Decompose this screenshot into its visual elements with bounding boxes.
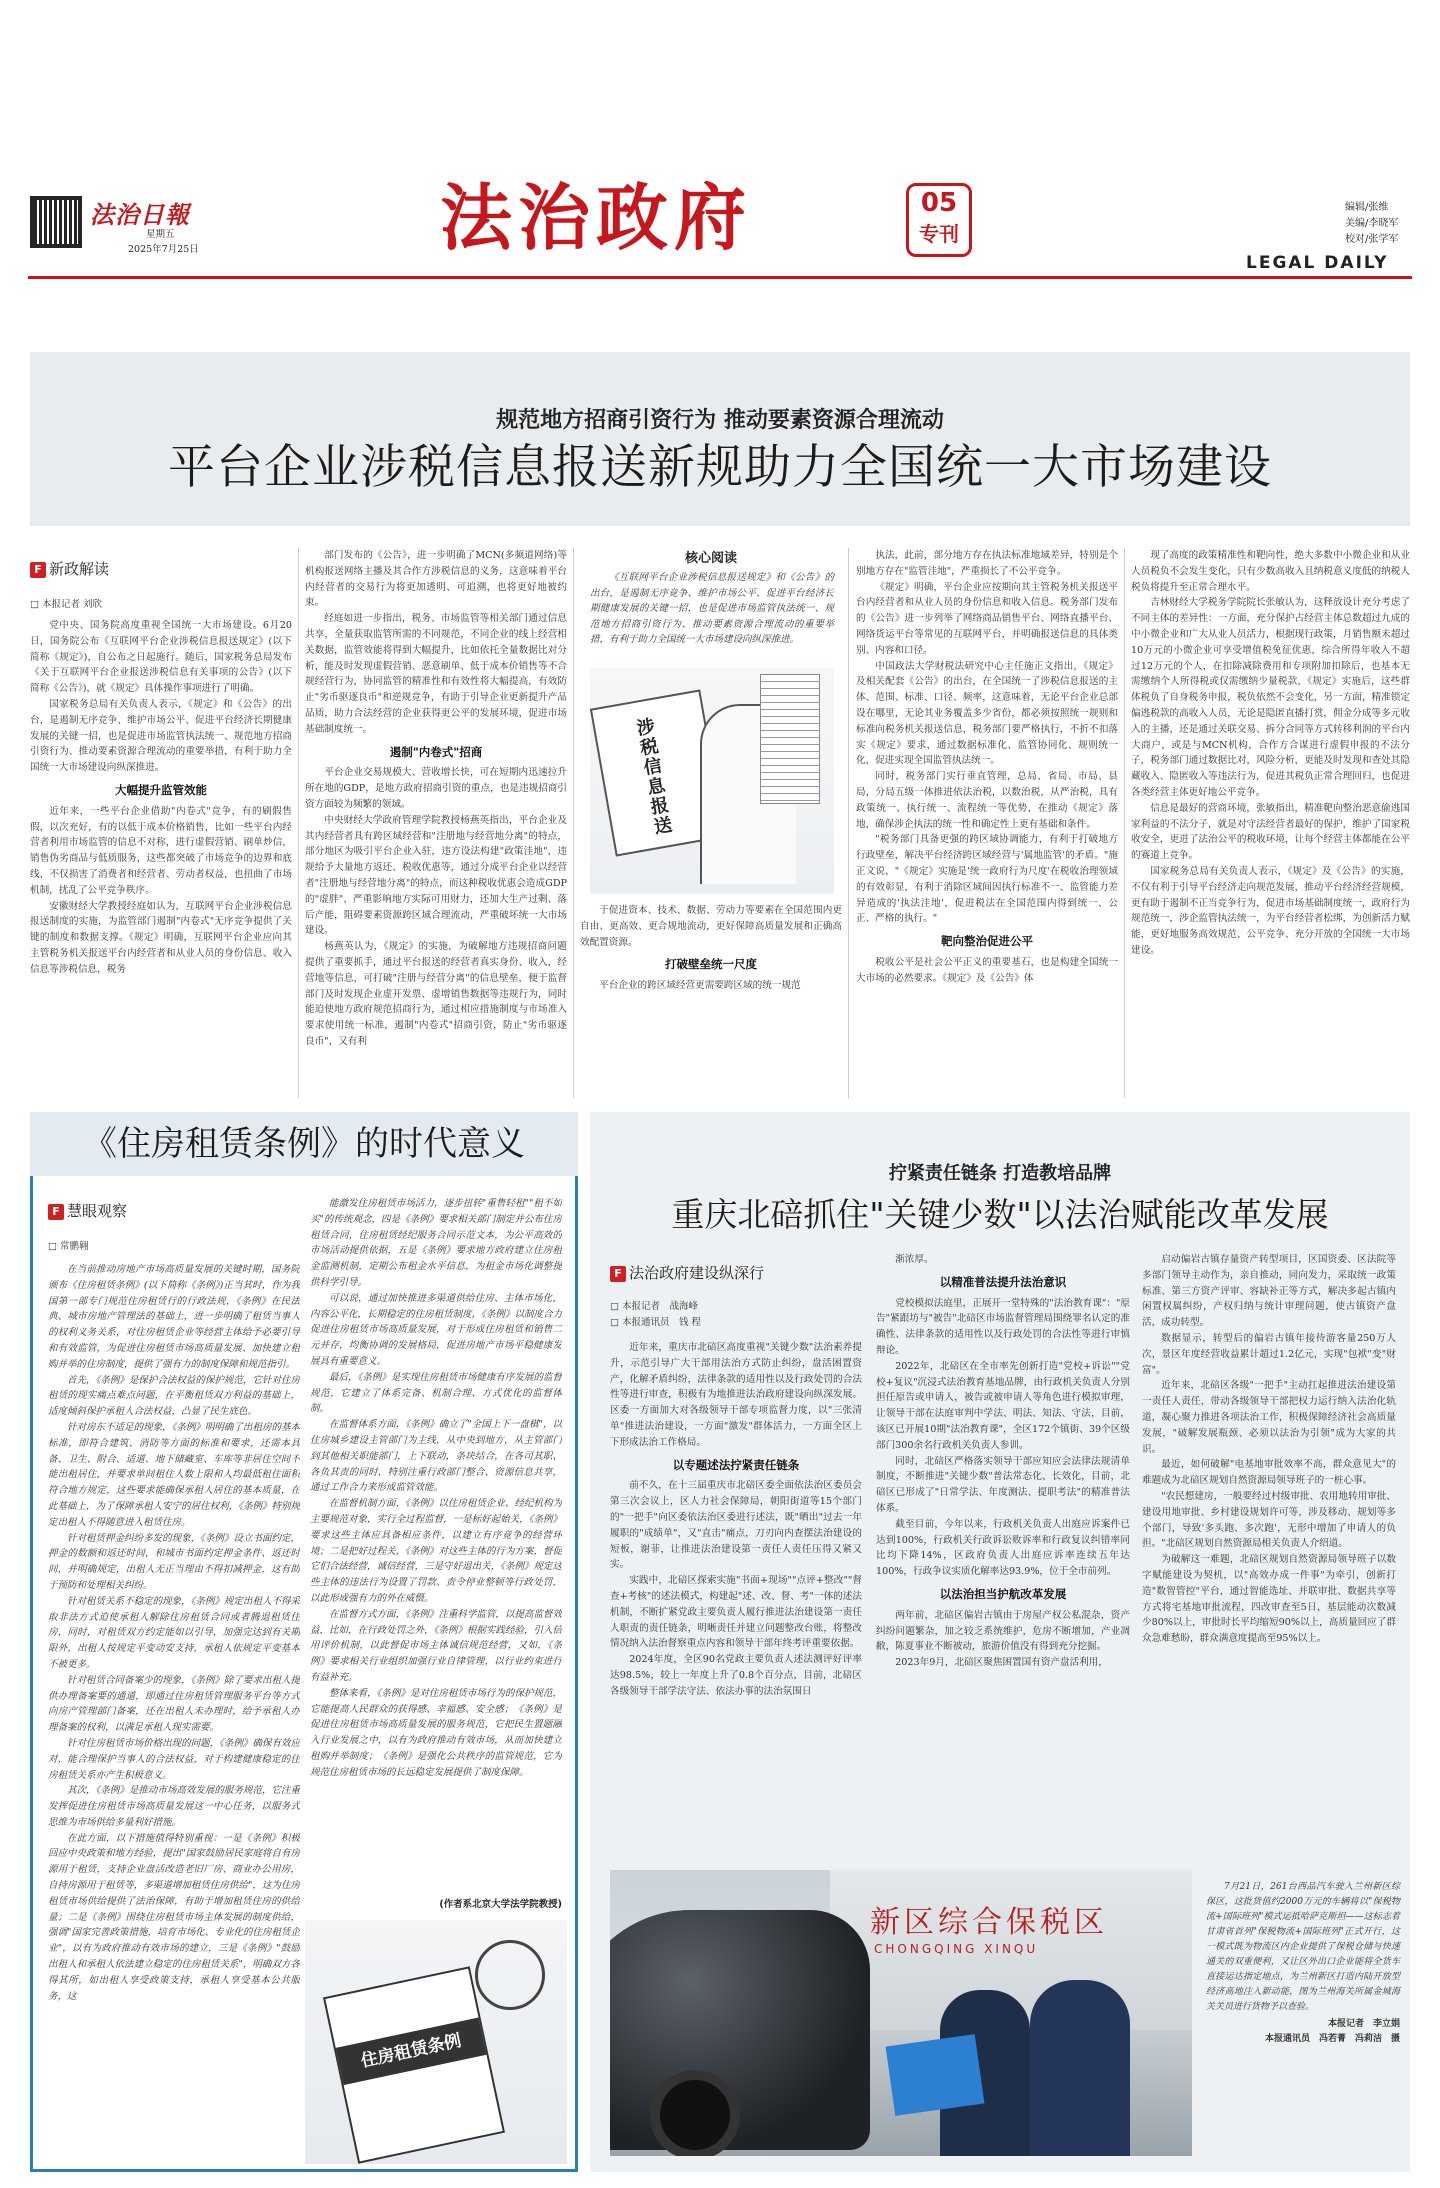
paragraph: 党中央、国务院高度重视全国统一大市场建设。6月20日，国务院公布《互联网平台企业涉税信息报送规定》(以下简称《规定》)，自公布之日起施行。随后，国家税务总局发布《关于互联网平台企业报送涉税信息有关事项的公告》(以下简称《公告》)，就《规定》具体操作事项进行了明确。 [30,620,292,695]
chongqing-column-3 [1142,1252,1396,1850]
chongqing-column-tag [610,1262,764,1285]
paragraph: 中央财经大学政府管理学院教授杨燕英指出，平台企业及其内经营者具有跨区域经营和"注册地与经营地分离"的特点，部分地区为吸引平台企业入驻，违方设法构建"政策洼地"，违规给予大量地方返还、税收优惠等，通过分成平台企业以经营者"注册地与经营地分离"的特点，而这种税收优惠会造成GDP的"虚胖"、严重影响地方实际可用财力，还加大生产过剩、落后产能，阻碍要素资源跨区域合理流动，严重破坏统一大市场建设。 [305,814,567,937]
paragraph: 信息是最好的营商环境，张敏指出，精准靶向整治恶意偷逃国家利益的不法分子，就是对守法经营者最好的保护，维护了国家税收安全，更进了法治公平的税收环境，让每个经营主体都能在公平的赛道上竞争。 [1131,802,1410,862]
qr-code [30,196,82,248]
page-label: 专刊 [919,222,959,246]
caption-credit-2: 本报通讯员 冯若菁 冯莉洁 摄 [1264,2034,1400,2044]
lead-column-4 [856,548,1118,1098]
divider [573,548,574,1098]
core-reading-title: 核心阅读 [684,551,737,566]
lead-column-2 [305,548,567,1098]
keys-illustration [475,1940,545,2010]
paragraph: 能激发住房租赁市场活力，逐步扭转"重售轻租""租不如买"的传统观念，四是《条例》要求相关部门制定并公布住房租赁合同，住房租赁经纪服务合同示范文本，为公平高效的市场活动提供依据，五是《条例》要求地方政府建立住房租金监测机制，定期公布租金水平信息，为租金市场化调整提供科学引导。 [310,1198,562,1288]
officer-2 [1030,1980,1130,2156]
paragraph: 中国政法大学财税法研究中心主任施正文指出，《规定》及相关配套《公告》的出台，在全国统一了涉税信息报送的主体、范围、标准、口径、频率，这意味着，无论平台企业总部设在哪里，无论其业务覆盖多少省份，都必须按照统一规则和标准向税务机关报送信息，税务部门要严格执行，不折不扣落实《规定》要求，通过数据标准化、监管协同化、规则统一化，促进实现全国监管执法统一。 [856,660,1118,767]
divider [848,548,849,1098]
rental-column-name: 慧眼观察 [67,1202,128,1220]
photo-sign-english: CHONGQING XINQU [874,1942,1039,1956]
paragraph: 2024年度，全区90名党政主要负责人述法测评好评率达98.5%，较上一年度上升了0.8个百分点，目前，北碚区各级领导干部学法守法、依法办事的法治氛围日 [610,1654,862,1697]
tag-icon: F [48,1204,64,1220]
paragraph: 2023年9月，北碚区聚焦困置国有资产盘活利用， [895,1657,1108,1669]
paragraph: 在监督体系方面，《条例》确立了"全国上下一盘棋"，以住房城乡建设主管部门为主线，从中央到地方，从主管部门到其他相关职能部门，上下联动，条块结合，在各司其职、各负其责的同时，特别注重行政部门整合、资源信息共享，通过工作合力来形成监管效能。 [310,1419,562,1494]
lead-kicker: 规范地方招商引资行为 推动要素资源合理流动 [496,408,944,433]
chongqing-byline-1: □ 本报记者 战海峰 [610,1301,698,1312]
subheading: 以法治担当护航改革发展 [939,1586,1067,1601]
lead-column-3 [580,903,842,1098]
booklet-label: 住房租赁条例 [336,2018,487,2086]
chongqing-column-name: 法治政府建设纵深行 [629,1264,765,1282]
photo-sign: 新区综合保税区 [870,1905,1108,1940]
page-number-badge [906,183,972,257]
paragraph: 《规定》明确，平台企业应按期向其主管税务机关报送平台内经营者和从业人员的身份信息和收入信息。税务部门发布的《公告》进一步列举了网络商品销售平台、网络直播平台、网络货运平台等常见的互联网平台，并明确报送信息的具体类别、内容和口径。 [856,581,1118,656]
paragraph: 启动偏岩古镇存量资产转型项目，区国资委、区法院等多部门领导主动作为，亲自推动，同向发力，采取统一政策标准、第三方资产评审、容缺补正等方式，解决多起古镇内闲置权属纠纷，产权归纳与统计审理问题，使古镇资产盘活，成功转型。 [1142,1254,1396,1329]
car-illustration [610,1910,870,2150]
paragraph: 其次，《条例》是推动市场高效发展的服务规范，它注重发挥促进住房租赁市场高质量发展这一中心任务，以服务式思维为市场供给多量利好措施。 [48,1785,300,1828]
proofreader-credit: 校对/张学军 [1345,234,1399,245]
paragraph: 部门发布的《公告》，进一步明确了MCN(多频道网络)等机构报送网络主播及其合作方涉税信息的义务，这意味着平台内经营者的交易行为将更加透明、可追溯，也将更好地被约束。 [305,550,567,609]
lead-column-tag [30,558,109,581]
subheading: 打破壁垒统一尺度 [665,957,757,972]
chongqing-column-2 [876,1252,1130,1850]
subheading: 以专题述法拧紧责任链条 [672,1457,800,1472]
paragraph: 国家税务总局有关负责人表示，《规定》和《公告》的出台，是遏制无序竞争、维护市场公平、促进平台经济长期健康发展的关键一招，也是促进市场监管执法统一、规范地方招商引资行为、推动要素资源合理流动的重要举措，有利于助力全国统一大市场建设向纵深推进。 [30,698,292,774]
paragraph: 党校模拟法庭里，正展开一堂特殊的"法治教育课"："原告"紧跟坊与"被告"北碚区市场监督管理局围绕罪名认定的准确性、法律条款的适用性以及行政处罚的合法性等进行审慎辩论。 [876,1297,1130,1356]
issue-date: 2025年7月25日 [128,244,199,255]
paragraph: 同时，北碚区严格落实领导干部应知应会法律法规清单制度，不断推进"关键少数"普法常态化、长效化，目前，北碚区已形成了"日常学法、年度测法、提职考法"的精准普法体系。 [876,1455,1130,1514]
caption-text: 7月21日，261台西品汽车驶入兰州新区综保区，这批货值约2000万元的车辆将以"保税物流+国际班列"模式运抵哈萨克斯坦——这标志着甘肃省首列"保税物流+国际班列"正式开行，这一模式既为物流区内企业提供了保税仓储与快速通关的双重便利，又让区外出口企业能将全货车直接运达指定地点，为兰州新区打造内陆开放型经济高地注入新动能，图为兰州海关所属金城海关关员进行货物予以查验。 [1206,1882,1400,2012]
paragraph: 杨燕英认为，《规定》的实施，为破解地方违规招商问题提供了重要抓手，通过平台报送的经营者真实身份、收入，经营地等信息，可打破"注册与经营分离"的信息壁垒，便于监督部门及时发现企业虚开发票、虚增销售数据等违规行为，同时能迫使地方政府规范招商行为，通过相应措施制度与市场准入要求使用统一标准，遏制"内卷式"招商引资，防止"劣币驱逐良币"，又有利 [305,941,567,1047]
paragraph: 2022年，北碚区在全市率先创新打造"党校+诉讼""党校+复议"沉浸式法治教育基地品牌，由行政机关负责人分别担任原告或申请人，被告或被申请人等角色进行模拟审理，让领导干部在法庭审判中学法、明法、知法、守法，目前，该区已开展10期"法治教育课"，全区172个镇街、39个区级部门300余名行政机关负责人参训。 [876,1360,1130,1451]
rental-column-1 [48,1262,300,2162]
section-title: 法治政府 [440,176,753,260]
paragraph: 针对租赁关系不稳定的现象，《条例》规定出租人不得采取非法方式迫使承租人解除住房租赁合同或者腾退租赁住房，同时，对租赁双方约定能如以引导，加强完达到有关期限外，出租人按规定平变动安支持，承租人依规定平变基本不被更多。 [48,1595,300,1670]
paragraph: 数据显示，转型后的偏岩古镇年接待游客量250万人次，景区年度经营收益累计超过1.2亿元，实现"包袱"变"财富"。 [1142,1332,1396,1376]
masthead-rule [28,276,1412,279]
editor-credit: 编辑/张维 [1345,202,1389,213]
divider [298,548,299,1098]
paragraph: 截至目前，今年以来，行政机关负责人出庭应诉案件已达到100%，行政机关行政诉讼败诉率和行政复议纠错率同比均下降14%，区政府负责人出庭应诉率连续五年达100%，行政争议实质化解率达93.9%，位于全市前列。 [876,1518,1130,1578]
paragraph: 针对租赁合同备案少的现象，《条例》除了要求出租人提供办理备案要的通道，即通过住房租赁管理服务平台等方式向房产管理部门备案，还在出租人未办理时，给予承租人办理备案的权利，以满足承租人现实需要。 [48,1674,300,1734]
paragraph: "税务部门具备更强的跨区域协调能力，有利于打破地方行政壁垒，解决平台经济跨区域经营与'属地监管'的矛盾。"施正文说，"《规定》实施是'统一政府行为尺度'在税收治理领域的有效彰显，有利于消除区域间因执行标准不一、监管能力差异造成的'执法洼地'，促进税法在全国范围内得到统一、公正、严格的执行。" [856,834,1118,925]
document-folder [886,2034,985,2116]
paragraph: 整体来看，《条例》是对住房租赁市场行为的保护规范，它能提高人民群众的获得感、幸福感、安全感；《条例》是促进住房租赁市场高质量发展的服务规范，它把民生置题融入行业发展之中，以有为政府推动有效市场，从而加快建立租购并举制度；《条例》是强化公共秩序的监管规范，它为规范住房租赁市场的长远稳定发展提供了制度保障。 [310,1687,562,1778]
paragraph: 近年来，重庆市北碚区高度重视"关键少数"法治素养提升，示范引导广大干部用法治方式防止纠纷，盘活困置资产，化解矛盾纠纷，法律条款的适用性以及行政处罚的合法性等进行审查，积极有为地推进法治政府建设向纵深发展。区委一方面加大对各级领导干部专项监督力度，以"三张清单"推进法治建设，一方面"激发"群体活力，一方面全区上下形成法治工作格局。 [610,1342,862,1448]
paragraph: 近年来，北碚区各级"一把手"主动扛起推进法治建设第一责任人责任，带动各级领导干部把权力运行纳入法治化轨道，凝心聚力推进各项法治工作，积极保障经济社会高质量发展，"破解发展瓶颈、必须以法治为引领"成为大家的共识。 [1142,1380,1396,1455]
core-reading-text: 《互联网平台企业涉税信息报送规定》和《公告》的出台，是遏制无序竞争、维护市场公平、促进平台经济长期健康发展的关键一招，也是促进市场监管执法统一、规范地方招商引资行为、推动要素资源合理流动的重要举措，有利于助力全国统一大市场建设向纵深推进。 [590,572,834,645]
booklet-illustration [323,1966,505,2163]
rental-illustration [305,1920,567,2164]
divider [1124,548,1125,1098]
weekday: 星期五 [146,229,175,240]
lead-byline: □ 本报记者 刘欣 [30,599,103,610]
paragraph: 在监督机制方面，《条例》以住房租赁企业、经纪机构为主要规范对象，实行全过程监督，一是标好起始关，《条例》要求这些主体应具备相应条件，以建立有序竞争的经营环境；二是把好过程关，《条例》对这些主体的行为方案，督促它们合法经营，诚信经营，三是守好退出关，《条例》规定这些主体的违法行为设置了罚款、责令停业整顿等行政处罚，以此形成强有力的外在威慑。 [310,1498,562,1604]
paragraph: 现了高度的政策精准性和靶向性，绝大多数中小微企业和从业人员税负不会发生变化，只有少数高收入且纳税意义度低的纳税人税负将提升至正常合理水平。 [1131,550,1410,593]
paragraph: 渐浓厚。 [895,1254,934,1265]
paragraph: 安徽财经大学教授经庭如认为，互联网平台企业涉税信息报送制度的实施，为监管部门遏制"内卷式"无序竞争提供了关键的制度和数据支撑。《规定》明确，互联网平台企业应向其主管税务机关报送平台内经营者和从业人员的身份信息、收入信息等涉税信息，税务 [30,900,292,975]
paragraph: 针对租赁押金纠纷多发的现象，《条例》设立书面约定，押金的数额和返还时间，和城市书面约定押金条件、返还时间，并明确规定，出租人无正当理由不得扣减押金，这有助于预防和处理相关纠纷。 [48,1532,300,1591]
subheading: 遏制"内卷式"招商 [389,744,483,759]
chongqing-byline-2: □ 本报通讯员 钱 程 [610,1317,702,1328]
lead-column-1 [30,618,292,1098]
caption-credit-1: 本报记者 李立娟 [1327,2019,1400,2029]
paragraph: 吉林财经大学税务学院院长张敏认为，这释放设计充分考虑了不同主体的差异性：一方面，充分保护占经营主体总数超过九成的中小微企业和广大从业人员活力，根据现行政策，月销售额未超过10万元的小微企业可享受增值税免征优惠，综合所得年收入不超过12万元的个人，在扣除减除费用和专项附加扣除后，也基本无需缴纳个人所得税或仅需缴纳少量税款，《规定》实施后，这些群体税负了自身税务申报，税负依然不会变化，另一方面，精准锁定偏逃税款的高收入人员，无论是隐匿直播打赏，佣金分成等多元收入的主播，还是通过关联交易、拆分合同等方式转移利润的平台内大商户，或是与MCN机构，合作方合谋进行虚假申报的不法分子，税务部门通过数据比对，风险分析，更能及时发现和查处其隐藏收入、隐匿收入等违法行为，促进其税负正常合理回归，也促进各类经营主体更好地公平竞争。 [1131,597,1410,798]
lead-headline: 平台企业涉税信息报送新规助力全国统一大市场建设 [168,440,1272,495]
rental-column-tag [48,1200,127,1223]
lead-column-5 [1131,548,1410,1098]
chongqing-column-1 [610,1340,862,1850]
rental-title: 《住房租赁条例》的时代意义 [83,1124,525,1164]
chongqing-kicker: 拧紧责任链条 打造教培品牌 [888,1163,1112,1184]
paragraph: 可以说，通过加快推进多渠道供给住房、主体市场化，内容公平化，长期稳定的住房租赁制度，《条例》以制度合力促进住房租赁市场高质量发展，对于形成住房租赁和销售二元并存，均衡协调的发展格局，促进房地产市场平稳健康发展具有重要意义。 [310,1292,562,1367]
chongqing-headline: 重庆北碚抓住"关键少数"以法治赋能改革发展 [671,1195,1329,1234]
paragraph: 税收公平是社会公平正义的重要基石，也是构建全国统一大市场的必然要求。《规定》及《公告》体 [856,956,1118,984]
paragraph: 近年来，一些平台企业借助"内卷式"竞争，有的刷假售假，以次充好，有的以低于成本价格销售，比如一些平台内经营者利用市场监管的信息不对称，进行虚假营销、刷单炒信，销售伪劣商品与低质服务，这些都突破了市场竞争的边界和底线，不仅损害了消费者和经营者、劳动者权益，也扭曲了市场机制，扰乱了公平竞争秩序。 [30,805,292,896]
paragraph: "农民想建房，一般要经过村级审批、农用地转用审批、建设用地审批、乡村建设规划许可等，涉及移动、规划等多个部门，导致'多头跑、多次跑'，无形中增加了申请人的负担。"北碚区规划自然资源局相关负责人介绍道。 [1142,1490,1396,1550]
paragraph: 在监督方式方面，《条例》注重科学监管，以提高监督效益，比如，在行政处罚之外，《条例》根据实践经验，引入信用评价机制，以此督促市场主体诚信规范经营，又如，《条例》要求相关行业组织加强行业自律管理，以行业约束进行有益补充。 [310,1608,562,1683]
subheading: 以精准普法提升法治意识 [939,1274,1067,1289]
lead-banner [30,352,1410,526]
news-photo [610,1870,1192,2156]
photo-caption [1206,1880,1400,2047]
rental-byline: □ 常鹏翱 [48,1241,89,1252]
paragraph: 同时，税务部门实行垂直管理，总局、省局、市局、县局，分局五级一体推进依法治税，以数治税，从严治税，具有政策统一、执行统一、流程统一等优势，在推动《规定》落地，确保涉企执法的统一性和确定性上更有基础和条件。 [856,771,1118,830]
paper-logo: 法治日報 [90,200,190,229]
tag-icon: F [30,562,46,578]
paragraph: 为破解这一难题，北碚区规划自然资源局领导班子以数字赋能建设为契机，以"高效办成一件事"为牵引，创新打造"数智管控"平台，通过智能选址、并联审批、数据共享等方式将宅基地审批流程，四改审查至5日，基层能动次数减少80%以上，审批时长平均缩短90%以上，高质量回应了群众急难愁盼，群众满意度提高至95%以上。 [1142,1554,1396,1645]
lead-column-name: 新政解读 [49,560,110,578]
rental-title-band [30,1112,578,1176]
paragraph: 平台企业的跨区域经营更需要跨区域的统一规范 [599,980,801,992]
illustration [590,668,834,894]
paragraph: 平台企业交易规模大、营收增长快，可在短期内迅速拉升所在地的GDP，是地方政府招商引资的重点，也是违规招商引资方面较为频繁的领域。 [305,767,567,810]
rental-author-note: (作者系北京大学法学院教授) [439,1899,562,1910]
paragraph: 首先，《条例》是保护合法权益的保护规范，它针对住房租赁的现实痛点难点问题，在平衡租赁双方利益的基础上，适度倾斜保护承租人合法权益，凸显了民生底色。 [48,1374,300,1418]
paragraph: 于促进资本、技术、数据、劳动力等要素在全国范围内更自由、更高效、更合规地流动，更好保障高质量发展和正确高效配置资源。 [580,905,842,948]
paragraph: 前不久，在十三届重庆市北碚区委全面依法治区委员会第三次会议上，区人力社会保障局，朝阳街道等15个部门的"一把手"向区委依法治区委进行述法，既"晒出"过去一年履职的"成绩单"，又"直击"痛点，刀刃向内查摆法治建设的短板，谢菲，让推进法治建设第一责任人责任压得又紧又实。 [610,1480,862,1571]
paragraph: 针对房东不适足的现象，《条例》明明确了出租房的基本标准，即符合建筑、消防等方面的标准和要求，还需本具备、卫生、附合、适道、地下储藏室、车库等非居住空间不能出租居住，并要求单间租住人数上限和人均最低租住面积符合地方规定，这些要求能确保承租人居住的基本质量，在此基础上，为了保障承租人安宁的居住权利，《条例》特别规定出租人不得随意进入租赁住房。 [48,1421,300,1528]
paragraph: 最近，如何破解"电基地审批效率不高，群众意见大"的难题成为北碚区规划自然资源局领导班子的一桩心事。 [1142,1459,1396,1487]
paragraph: 最后，《条例》是实现住房租赁市场健康有序发展的监督规范，它建立了体系完备、机制合理、方式优化的监督体制。 [310,1371,562,1415]
designer-credit: 美编/李晓军 [1345,218,1399,229]
paragraph: 针对住房租赁市场价格出现的问题，《条例》确保有效应对，能合理保护当事人的合法权益，对于构建健康稳定的住房租赁关系亦产生积极意义。 [48,1737,300,1781]
paragraph: 在此方面，以下措施值得特别重视：一是《条例》积极回应中央政策和地方经验，提出"国家鼓励居民家庭将自有房源用于租赁，支持企业盘活改造老旧厂房、商业办公用房，自持房源用于租赁等，多渠道增加租赁住房供给"，这为住房租赁市场供给提供了法治保障，有助于增加租赁住房的供给量；二是《条例》围绕住房租赁市场主体发展的制度供给，强调"国家完善政策措施，培育市场化、专业化的住房租赁企业"，以有为政府推动有效市场的建立，三是《条例》"鼓励出租人和承租人依法建立稳定的住房租赁关系"，明确双方各得其所，如出租人享受政策支持，承租人享受基本公共服务，这 [48,1832,300,2002]
paragraph: 执法，此前，部分地方存在执法标准地域差异，特别是个别地方存在"监管洼地"，严重损长了不公平竞争。 [856,550,1118,577]
paragraph: 在当前推动房地产市场高质量发展的关键时期，国务院颁布《住房租赁条例》(以下简称《条例》)正当其时，作为我国第一部专门规范住房租赁行的行政法规，《条例》在民法典、城市房地产管理法的基础上，进一步明确了租赁当事人的权利义务关系，对住房租赁企业等经营主体给予必要引导和有效监管，为促进住房租赁市场高质量发展、加快建立租购并举的住房制度，提供了强有力的制度保障和规范指引。 [48,1264,300,1370]
subheading: 靶向整治促进公平 [941,934,1033,949]
page-number: 05 [920,188,958,218]
paragraph: 国家税务总局有关负责人表示，《规定》及《公告》的实施，不仅有利于引导平台经济走向规范发展，推动平台经济经营规模，更有助于遏制不正当竞争行为，促进市场基础制度统一，政府行为规范统一，涉企监管执法统一，为平台经营者松绑，为创新活力赋能，更好地服务高效规范、公平竞争、充分开放的全国统一大市场建设。 [1131,865,1410,956]
paragraph: 实践中，北碚区探索实施"书面+现场""点评+整改""督查+考核"的述法模式，构建起"述、改、督、考"一体的述法机制，不断扩紧党政主要负责人履行推进法治建设第一责任人职责的责任链条，明晰责任并建立问题整改台账，将整改情况纳入法治督察重点内容和领导干部年终考评重要依据。 [610,1575,862,1650]
subheading: 大幅提升监管效能 [115,782,207,797]
paper-stack-illustration [760,674,820,804]
illustration-label: 涉税信息报送 [632,716,674,838]
english-masthead: LEGAL DAILY [1246,253,1389,273]
paragraph: 两年前，北碚区偏岩古镇由于房屋产权公私混杂，资产纠纷问题繁杂，加之较乏系统维护，危房不断增加，产业凋敝，陈夏事业不断被动，旅游价值没有得到充分挖掘。 [876,1609,1130,1653]
tag-icon: F [610,1266,626,1282]
rental-column-2 [310,1196,562,1896]
paragraph: 经庭如进一步指出，税务、市场监管等相关部门通过信息共享，全量获取监管所需的不同规范，不同企业的线上经营相关数据，监管效能将得到大幅提升，比如依托全量数据比对分析，能及时发现虚假营销、恶意刷单、低于成本价销售等不合规经营行为，协同监管的精准性和有效性将大幅提高，有效防止"劣币驱逐良币"和逆规竞争，有助于引导企业更新提升产品品质，助力合法经营的企业获得更公平的发展环境，促进市场基础制度统一。 [305,613,567,735]
car-wheel [650,2070,740,2156]
